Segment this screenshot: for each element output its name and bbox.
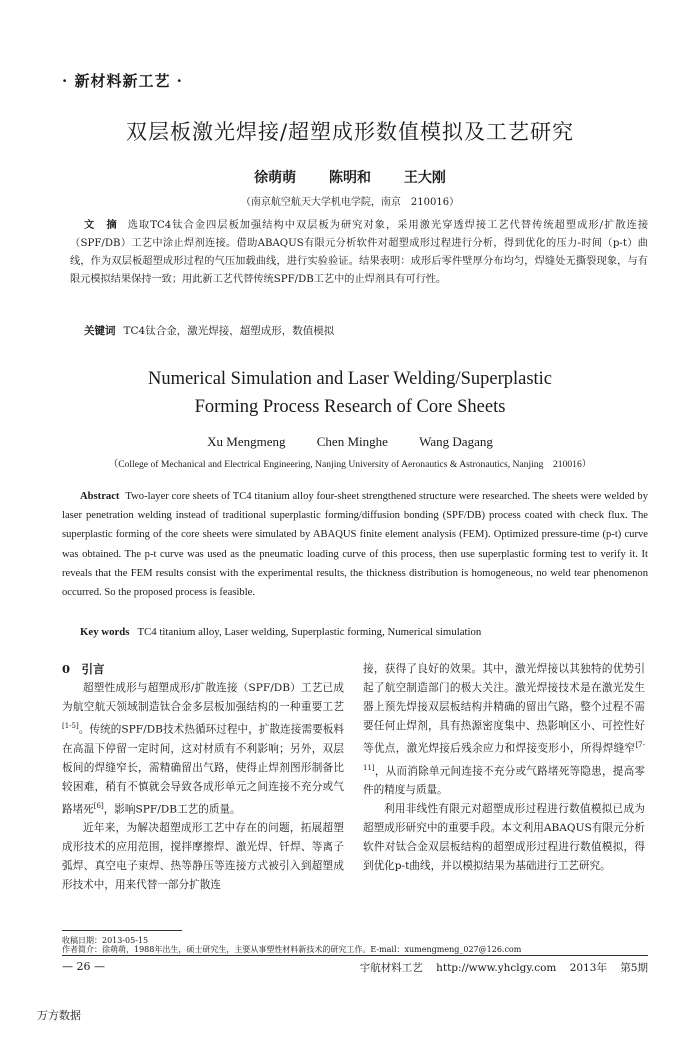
page-number: — 26 —	[62, 960, 105, 973]
footnote-divider	[62, 930, 182, 931]
author-cn-2: 陈明和	[329, 170, 371, 186]
keywords-en-text: TC4 titanium alloy, Laser welding, Superplastic forming, Numerical simulation	[137, 626, 482, 638]
authors-cn	[0, 167, 700, 187]
body-paragraph-1: 超塑性成形与超塑成形/扩散连接（SPF/DB）工艺已成为航空航天领域制造钛合金多层板加强结构的一种重要工艺[1-5]。传统的SPF/DB技术热循环过程中，扩散连接需要板料在高温下停留一定时间，这对材质有不利影响；另外，双层板间的焊缝窄长，需精确留出气路，使得止焊剂图形制备比较困难，稍有不慎就会导致各成形单元之间连接不充分或气路堵死[6]，影响SPF/DB工艺的质量。	[62, 682, 344, 816]
citation: [7-11]	[363, 741, 645, 772]
title-en-line2: Forming Process Research of Core Sheets	[194, 397, 506, 417]
author-en-3: Wang Dagang	[419, 434, 493, 449]
authors-en	[0, 434, 700, 450]
title-en-line1: Numerical Simulation and Laser Welding/Superplastic	[147, 369, 553, 389]
keywords-en-label: Key words	[80, 626, 130, 638]
body-column-right	[363, 660, 645, 876]
journal-url[interactable]: http://www.yhclgy.com	[436, 962, 557, 974]
page-title-cn: 双层板激光焊接/超塑成形数值模拟及工艺研究	[125, 120, 575, 144]
abstract-cn-label: 文 摘	[84, 219, 118, 231]
abstract-en	[62, 487, 648, 602]
body-paragraph-2: 近年来，为解决超塑成形工艺中存在的问题，拓展超塑成形技术的应用范围，搅拌摩擦焊、激光焊、钎焊、等离子弧焊、真空电子束焊、热等静压等连接方式被引入到超塑成形技术中，用来代替一部分扩散连	[62, 822, 344, 892]
author-cn-1: 徐萌萌	[254, 170, 297, 186]
body-paragraph-3: 接，获得了良好的效果。其中，激光焊接以其独特的优势引起了航空制造部门的极大关注。激光焊接技术是在激光发生器上预先焊接双层板结构并精确的留出气路，整个过程不需要任何止焊剂，具有热源密度集中、热影响区小、可控性好等优点，激光焊接后残余应力和焊接变形小，所得焊缝窄[7-11]，从而消除单元间连接不充分或气路堵死等隐患，提高零件的精度与质量。	[363, 663, 645, 797]
citation: [1-5]	[62, 722, 79, 730]
page-title-en	[0, 365, 700, 421]
abstract-cn	[70, 216, 648, 289]
abstract-en-label: Abstract	[80, 491, 120, 502]
keywords-cn	[84, 323, 334, 338]
affiliation-cn: （南京航空航天大学机电学院，南京 210016）	[240, 197, 460, 208]
keywords-en	[80, 626, 481, 638]
author-cn-3: 王大刚	[403, 170, 446, 186]
journal-footer	[350, 960, 648, 975]
author-en-1: Xu Mengmeng	[207, 434, 286, 449]
footnote-received: 收稿日期：2013-05-15	[62, 936, 149, 945]
section-tag: · 新材料新工艺 ·	[62, 72, 183, 90]
footer-divider	[62, 955, 648, 956]
footnote-author: 作者简介：徐萌萌，1988年出生，硕士研究生，主要从事塑性材料新技术的研究工作。E-mail：xumengmeng_027@126.com	[62, 945, 522, 954]
author-en-2: Chen Minghe	[316, 434, 388, 449]
watermark: 万方数据	[37, 1009, 81, 1022]
section-heading: 0 引言	[62, 662, 105, 676]
keywords-cn-text: TC4钛合金，激光焊接，超塑成形，数值模拟	[123, 325, 335, 337]
journal-name: 宇航材料工艺	[359, 962, 423, 974]
journal-issue: 第5期	[620, 962, 648, 974]
journal-year: 2013年	[569, 962, 607, 974]
keywords-cn-label: 关键词	[84, 325, 116, 337]
citation: [6]	[93, 801, 104, 810]
abstract-cn-text: 选取TC4钛合金四层板加强结构中双层板为研究对象，采用激光穿透焊接工艺代替传统超塑成形/扩散连接（SPF/DB）工艺中涂止焊剂连接。借助ABAQUS有限元分析软件对超塑成形过程进行分析，得到优化的压力-时间（p-t）曲线，作为双层板超塑成形过程的气压加载曲线，进行实验验证。结果表明：成形后零件壁厚分布均匀，焊缝处无撕裂现象，与有限元模拟结果保持一致；用此新工艺代替传统SPF/DB工艺中的止焊剂具有可行性。	[70, 220, 649, 285]
affiliation-en: （College of Mechanical and Electrical Engineering, Nanjing University of Aeronautics & Astronautics, Nanjing 210016）	[108, 459, 592, 470]
abstract-en-text: Two-layer core sheets of TC4 titanium alloy four-sheet strengthened structure were researched. The sheets were welded by laser penetration welding instead of traditional superplastic forming/diffusion bonding (SPF/DB) process coated with check flux. The superplastic forming of the core sheets were simulated by ABAQUS finite element analysis (FEM). Optimized pressure-time (p-t) curve was obtained. The p-t curve was used as the pneumatic loading curve of this process, then use superplastic forming test to verify it. It reveals that the FEM results consist with the experimental results, the thickness distribution is homogeneous, no weld tear phenomenon occurred. So the proposed process is feasible.	[62, 491, 648, 599]
body-paragraph-4: 利用非线性有限元对超塑成形过程进行数值模拟已成为超塑成形研究中的重要手段。本文利用ABAQUS有限元分析软件对钛合金双层板结构的超塑成形过程进行数值模拟，得到优化p-t曲线，并以模拟结果为基础进行工艺研究。	[363, 803, 645, 873]
body-column-left	[62, 660, 344, 895]
